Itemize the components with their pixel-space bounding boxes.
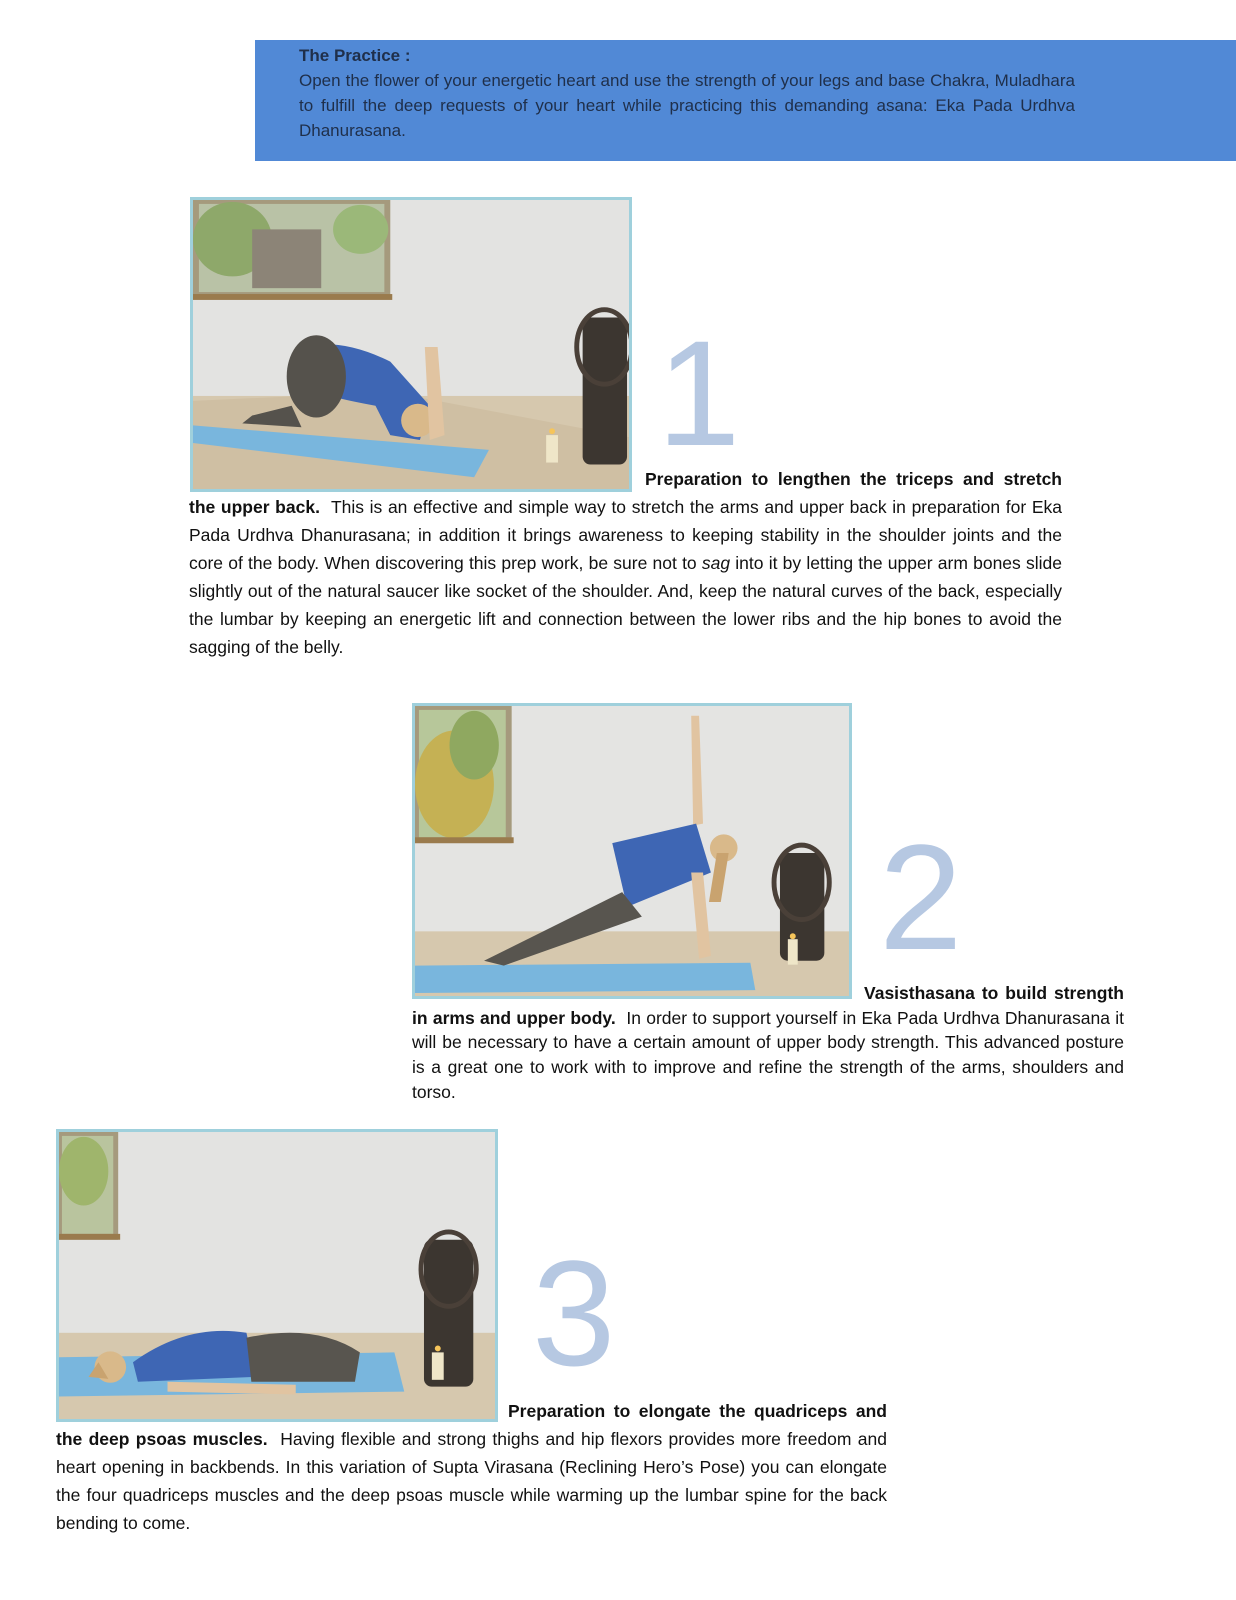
- practice-banner-text: [299, 43, 1075, 143]
- step-1-number: 1: [657, 309, 741, 477]
- step-3-text: Having flexible and strong thighs and hip flexors provides more freedom and heart opening in backbends. In this variation of Supta Virasana (Reclining Hero’s Pose) you can elongate the four quadriceps muscles and the deep psoas muscle while warming up the lumbar spine for the back bending to come.: [56, 1429, 887, 1533]
- step-2-text: In order to support yourself in Eka Pada Urdhva Dhanurasana it will be necessary to have a certain amount of upper body strength. This advanced posture is a great one to work with to improve and refine the strength of the arms, shoulders and torso.: [412, 1007, 1124, 1102]
- step-1-heading-line1: Preparation to lengthen the triceps and stretch: [645, 469, 1062, 489]
- step-1-paragraph: [189, 465, 1062, 661]
- yoga-reclining-hero-photo: [59, 1132, 495, 1419]
- step-1-photo: [190, 197, 632, 492]
- step-3-body: [56, 1425, 887, 1537]
- step-2-paragraph: [412, 981, 1124, 1105]
- step-3-paragraph: [56, 1397, 887, 1537]
- step-2-number: 2: [879, 813, 963, 981]
- step-3-photo: [56, 1129, 498, 1422]
- yoga-side-plank-photo: [415, 706, 849, 996]
- step-3-number: 3: [532, 1229, 616, 1397]
- practice-body: Open the flower of your energetic heart and use the strength of your legs and base Chakra, Muladhara to fulfill the deep requests of your heart while practicing this demanding asana: Eka Pada Urdhva Dhanurasana.: [299, 71, 1075, 140]
- step-3-heading-line2: the deep psoas muscles.: [56, 1429, 268, 1449]
- step-3-heading-line1: Preparation to elongate the quadriceps and: [508, 1401, 887, 1421]
- step-1-text-a: This is an effective and simple way to stretch the arms and upper back in preparation for Eka Pada Urdhva Dhanurasana; in addition it brings awareness to keeping stability in the shoulder joints and the core of the body. When discovering this prep work, be sure not to: [189, 497, 1062, 573]
- step-2-heading-line1: Vasisthasana to build strength: [864, 983, 1124, 1003]
- step-2-body: [412, 1006, 1124, 1105]
- step-1-body: [189, 493, 1062, 661]
- yoga-puppy-pose-photo: [193, 200, 629, 489]
- practice-banner: [255, 40, 1236, 161]
- step-1-text-emphasis: sag: [701, 553, 731, 573]
- step-1-text-b: into it by letting the upper arm bones slide slightly out of the natural saucer like socket of the shoulder. And, keep the natural curves of the back, especially the lumbar by keeping an energetic lift and connection between the lower ribs and the hip bones to avoid the sagging of the belly.: [189, 553, 1062, 657]
- practice-title: The Practice :: [299, 46, 411, 65]
- step-2-heading-line2: in arms and upper body.: [412, 1007, 616, 1028]
- step-2-photo: [412, 703, 852, 999]
- step-1-heading-line2: the upper back.: [189, 497, 320, 517]
